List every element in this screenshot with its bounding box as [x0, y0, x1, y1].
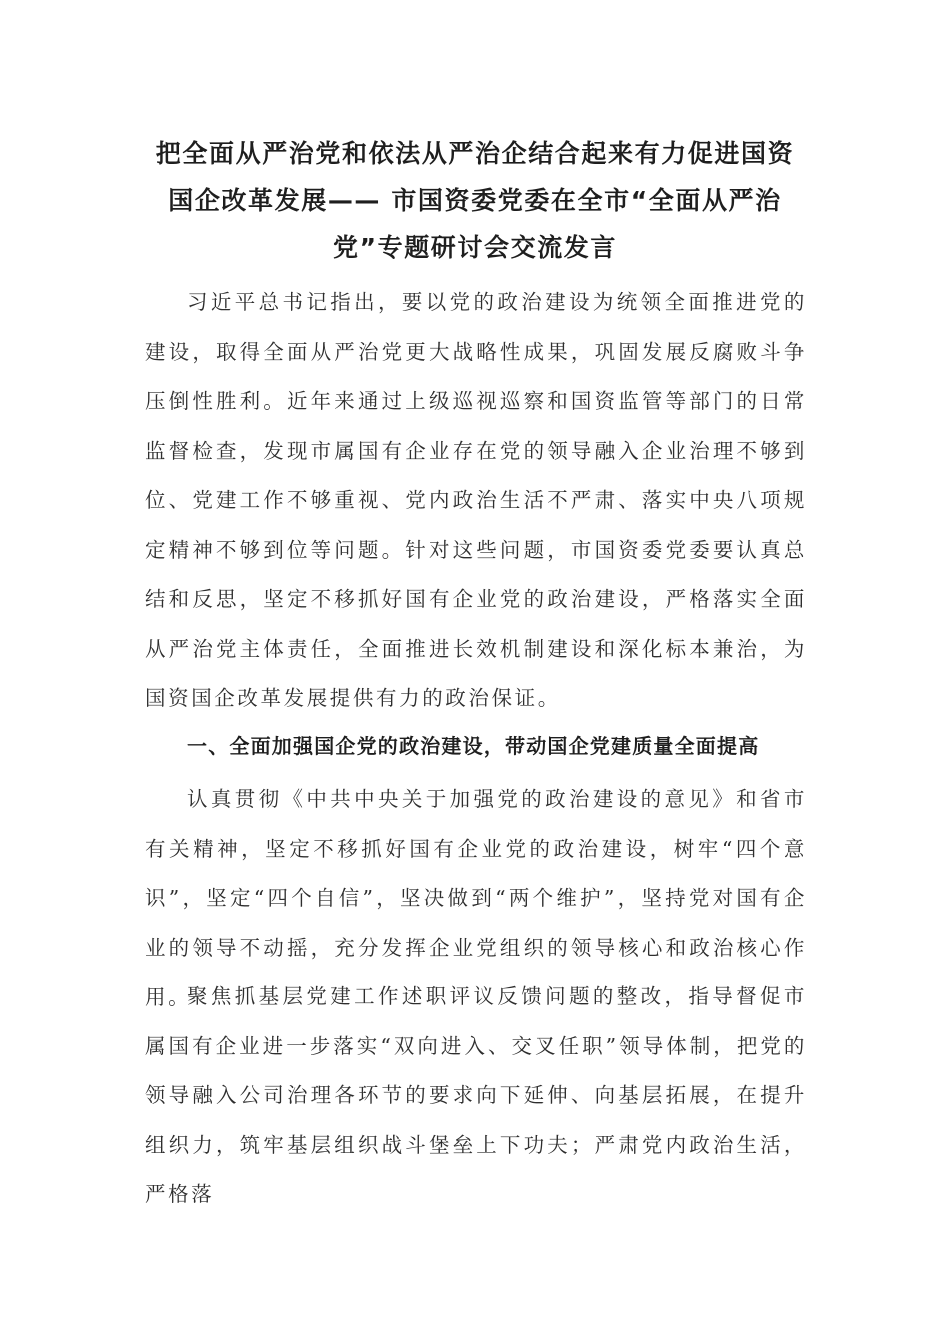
- intro-paragraph: 习近平总书记指出，要以党的政治建设为统领全面推进党的建设，取得全面从严治党更大战略性成果，巩固发展反腐败斗争压倒性胜利。近年来通过上级巡视巡察和国资监管等部门的日常监督检查，发现市属国有企业存在党的领导融入企业治理不够到位、党建工作不够重视、党内政治生活不严肃、落实中央八项规定精神不够到位等问题。针对这些问题，市国资委党委要认真总结和反思，坚定不移抓好国有企业党的政治建设，严格落实全面从严治党主体责任，全面推进长效机制建设和深化标本兼治，为国资国企改革发展提供有力的政治保证。: [145, 290, 807, 710]
- body-paragraph: 聚焦抓基层党建工作述职评议反馈问题的整改，指导督促市属国有企业进一步落实“双向进入、交叉任职”领导体制，把党的领导融入公司治理各环节的要求向下延伸、向基层拓展，在提升组织力，筑牢基层组织战斗堡垒上下功夫；严肃党内政治生活，严格落: [145, 984, 807, 1206]
- section-heading: 一、全面加强国企党的政治建设，带动国企党建质量全面提高: [187, 734, 760, 758]
- body-paragraph: 认真贯彻《中共中央关于加强党的政治建设的意见》和省市有关精神，坚定不移抓好国有企业党的政治建设，树牢“四个意识”，坚定“四个自信”，坚决做到“两个维护”，坚持党对国有企业的领导不动摇，充分发挥企业党组织的领导核心和政治核心作用。: [145, 787, 807, 1009]
- document-title: 把全面从严治党和依法从严治企结合起来有力促进国资国企改革发展—— 市国资委党委在全市“全面从严治党”专题研讨会交流发言: [155, 139, 795, 262]
